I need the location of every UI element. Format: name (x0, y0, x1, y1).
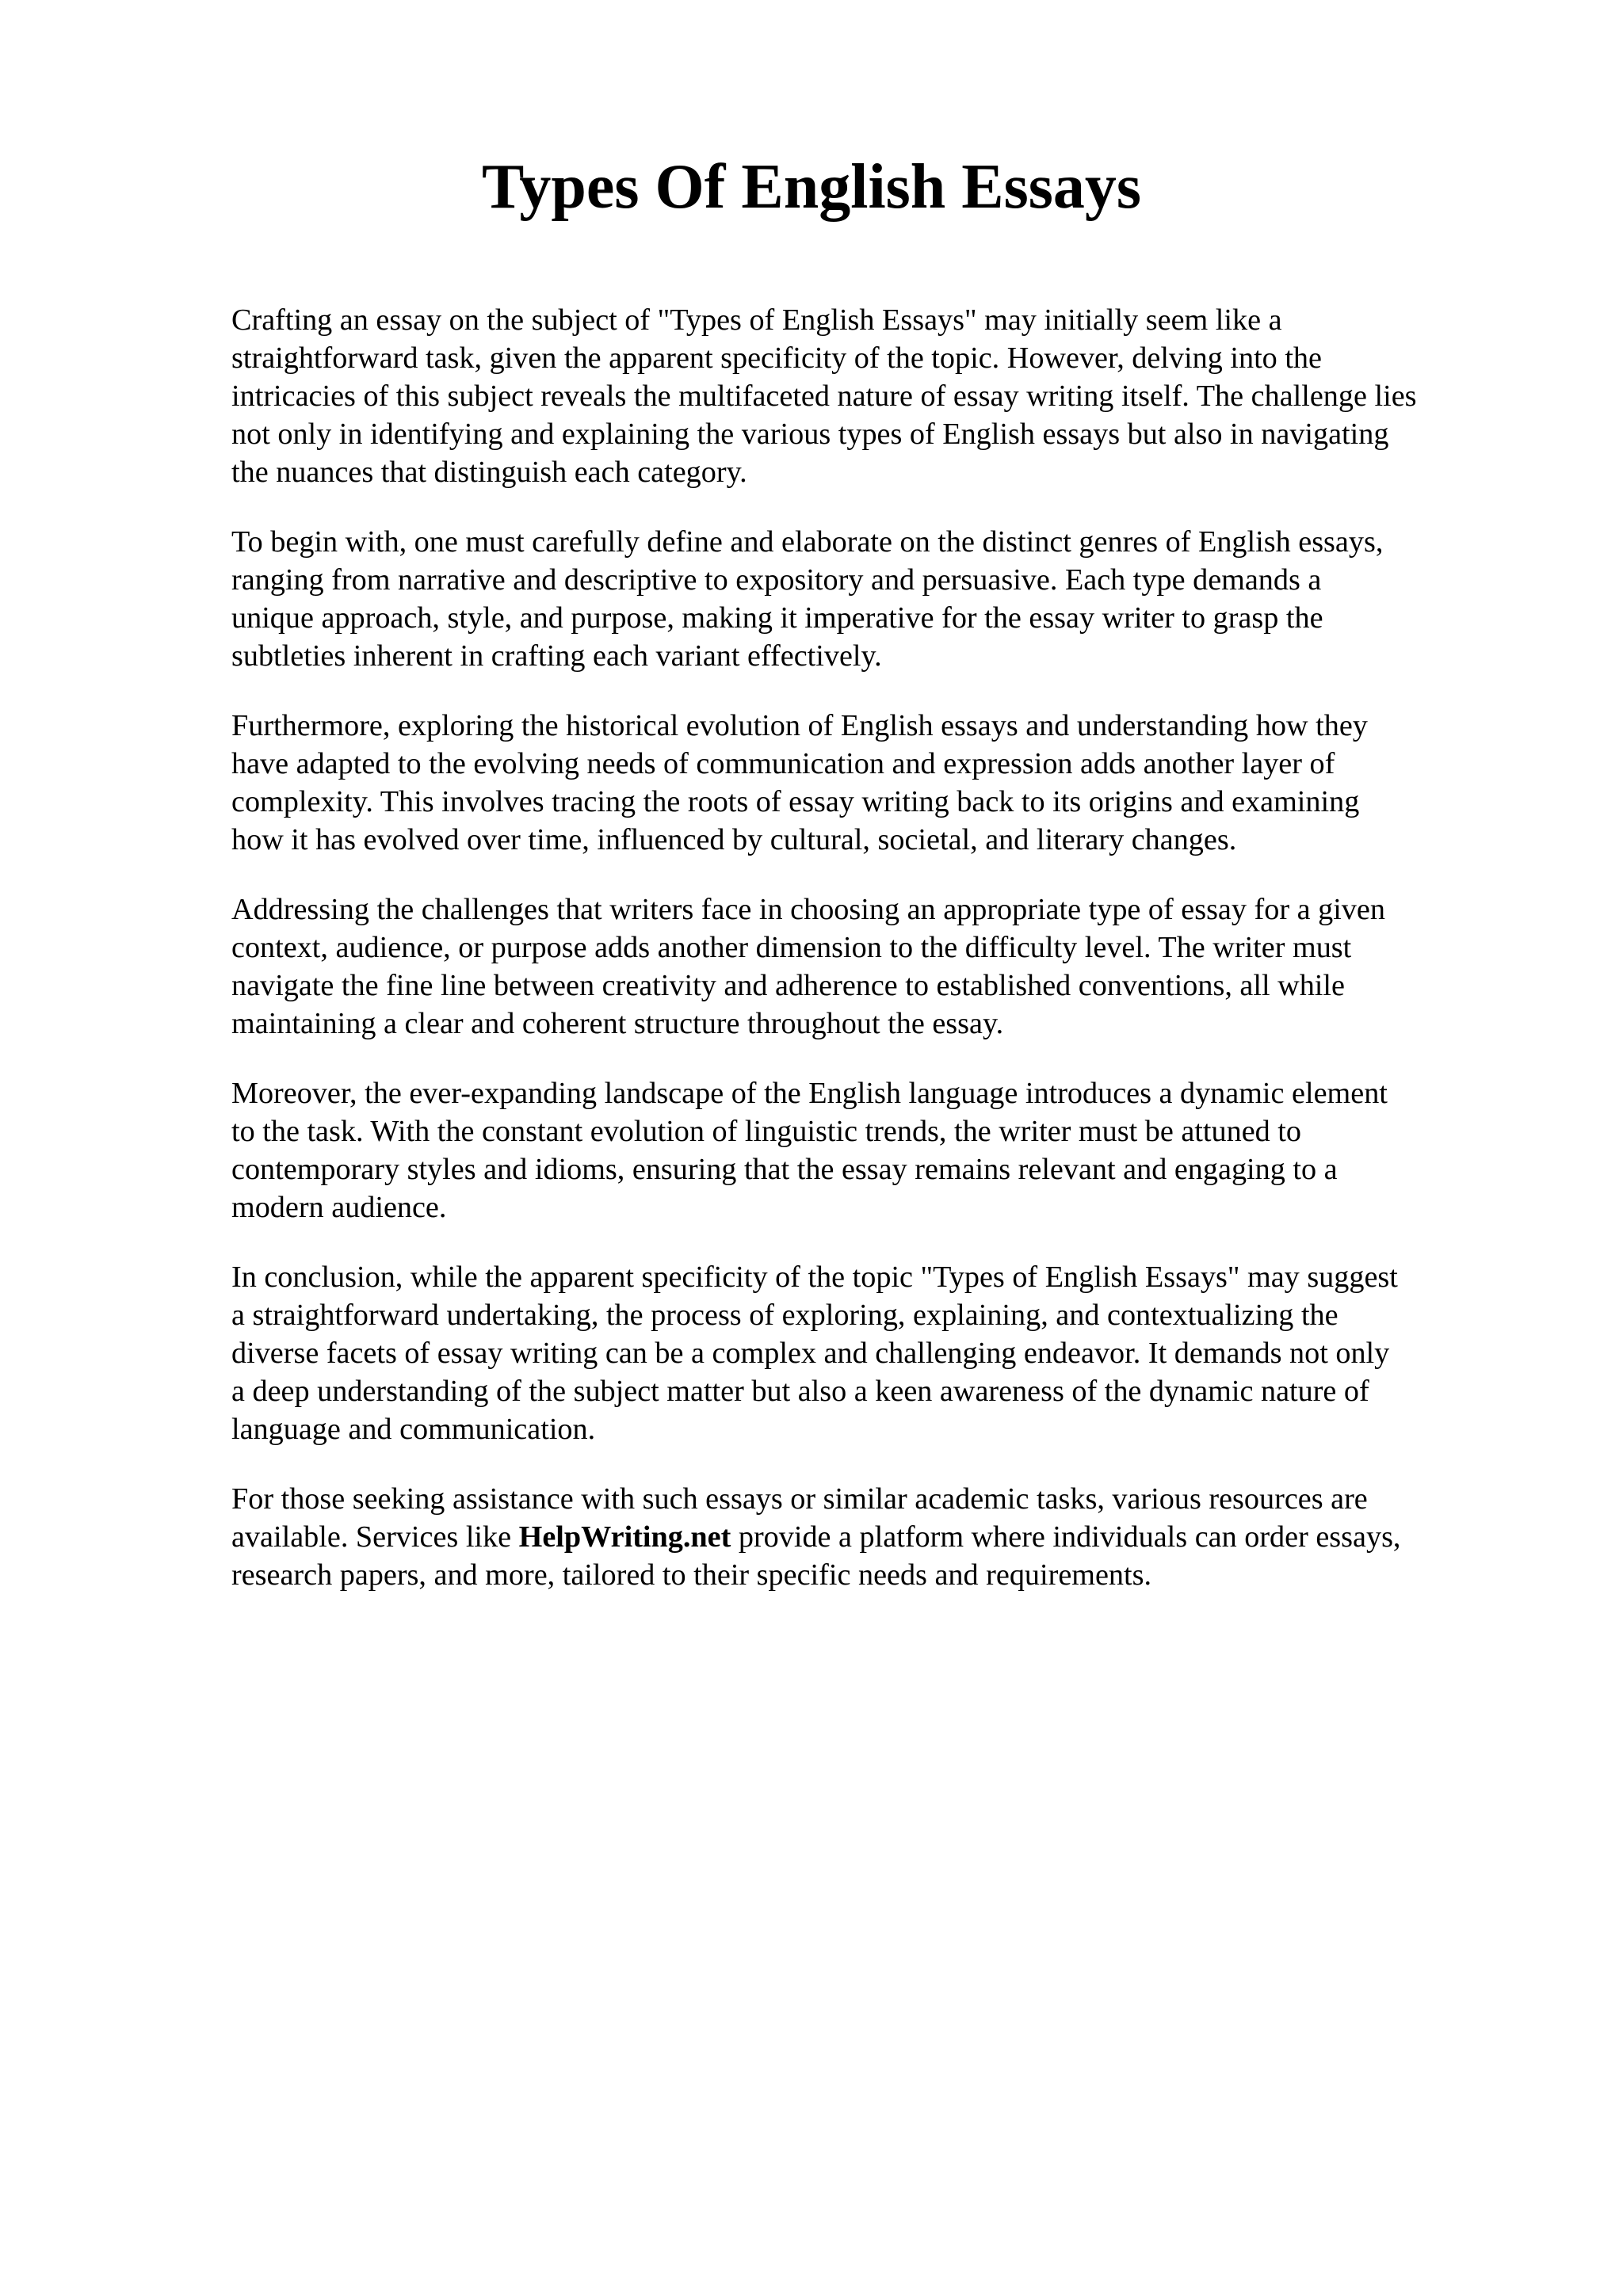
paragraph-line: context, audience, or purpose adds another dimension to the difficulty level. The writer must (231, 931, 1352, 964)
paragraph-line: diverse facets of essay writing can be a complex and challenging endeavor. It demands not only (231, 1337, 1390, 1370)
paragraph-2 (231, 523, 1531, 675)
document-body (231, 301, 1531, 1626)
paragraph-line: to the task. With the constant evolution of linguistic trends, the writer must be attuned to (231, 1115, 1301, 1148)
paragraph-line: ranging from narrative and descriptive to expository and persuasive. Each type demands a (231, 563, 1322, 597)
paragraph-line: unique approach, style, and purpose, making it imperative for the essay writer to grasp the (231, 601, 1323, 635)
paragraph-line: language and communication. (231, 1413, 596, 1446)
document-title: Types Of English Essays (481, 152, 1142, 222)
paragraph-line: modern audience. (231, 1191, 447, 1224)
paragraph-line: To begin with, one must carefully define and elaborate on the distinct genres of English essays, (231, 525, 1384, 559)
paragraph-line: how it has evolved over time, influenced by cultural, societal, and literary changes. (231, 823, 1237, 856)
paragraph-line: Furthermore, exploring the historical evolution of English essays and understanding how they (231, 709, 1368, 742)
paragraph-closing (231, 1480, 1531, 1594)
paragraph-line: subtleties inherent in crafting each variant effectively. (231, 639, 882, 673)
paragraph-line: Moreover, the ever-expanding landscape of the English language introduces a dynamic element (231, 1077, 1388, 1110)
closing-text-before-brand: available. Services like (231, 1520, 519, 1554)
paragraph-line: not only in identifying and explaining the various types of English essays but also in navigating (231, 418, 1389, 451)
paragraph-4 (231, 891, 1531, 1043)
paragraph-6 (231, 1258, 1531, 1448)
paragraph-line: research papers, and more, tailored to their specific needs and requirements. (231, 1558, 1152, 1592)
paragraph-line: a deep understanding of the subject matter but also a keen awareness of the dynamic nature of (231, 1375, 1369, 1408)
closing-text-after-brand: provide a platform where individuals can order essays, (731, 1520, 1401, 1554)
paragraph-line: the nuances that distinguish each category. (231, 456, 747, 489)
paragraph-line: maintaining a clear and coherent structure throughout the essay. (231, 1007, 1004, 1040)
paragraph-line: straightforward task, given the apparent specificity of the topic. However, delving into the (231, 341, 1322, 375)
paragraph-line: Addressing the challenges that writers face in choosing an appropriate type of essay for a given (231, 893, 1385, 926)
paragraph-1 (231, 301, 1531, 491)
paragraph-line-with-brand (231, 1518, 1531, 1556)
brand-name: HelpWriting.net (518, 1520, 731, 1554)
paragraph-line: Crafting an essay on the subject of "Types of English Essays" may initially seem like a (231, 303, 1282, 337)
paragraph-line: have adapted to the evolving needs of communication and expression adds another layer of (231, 747, 1335, 780)
paragraph-line: navigate the fine line between creativity and adherence to established conventions, all while (231, 969, 1345, 1002)
paragraph-line: intricacies of this subject reveals the multifaceted nature of essay writing itself. The challenge lies (231, 379, 1417, 413)
paragraph-line: complexity. This involves tracing the roots of essay writing back to its origins and examining (231, 785, 1360, 818)
paragraph-5 (231, 1074, 1531, 1226)
paragraph-line: contemporary styles and idioms, ensuring that the essay remains relevant and engaging to a (231, 1153, 1338, 1186)
paragraph-line: In conclusion, while the apparent specificity of the topic "Types of English Essays" may suggest (231, 1261, 1398, 1294)
paragraph-line: a straightforward undertaking, the process of exploring, explaining, and contextualizing the (231, 1299, 1338, 1332)
paragraph-line: For those seeking assistance with such essays or similar academic tasks, various resources are (231, 1482, 1368, 1516)
paragraph-3 (231, 707, 1531, 859)
